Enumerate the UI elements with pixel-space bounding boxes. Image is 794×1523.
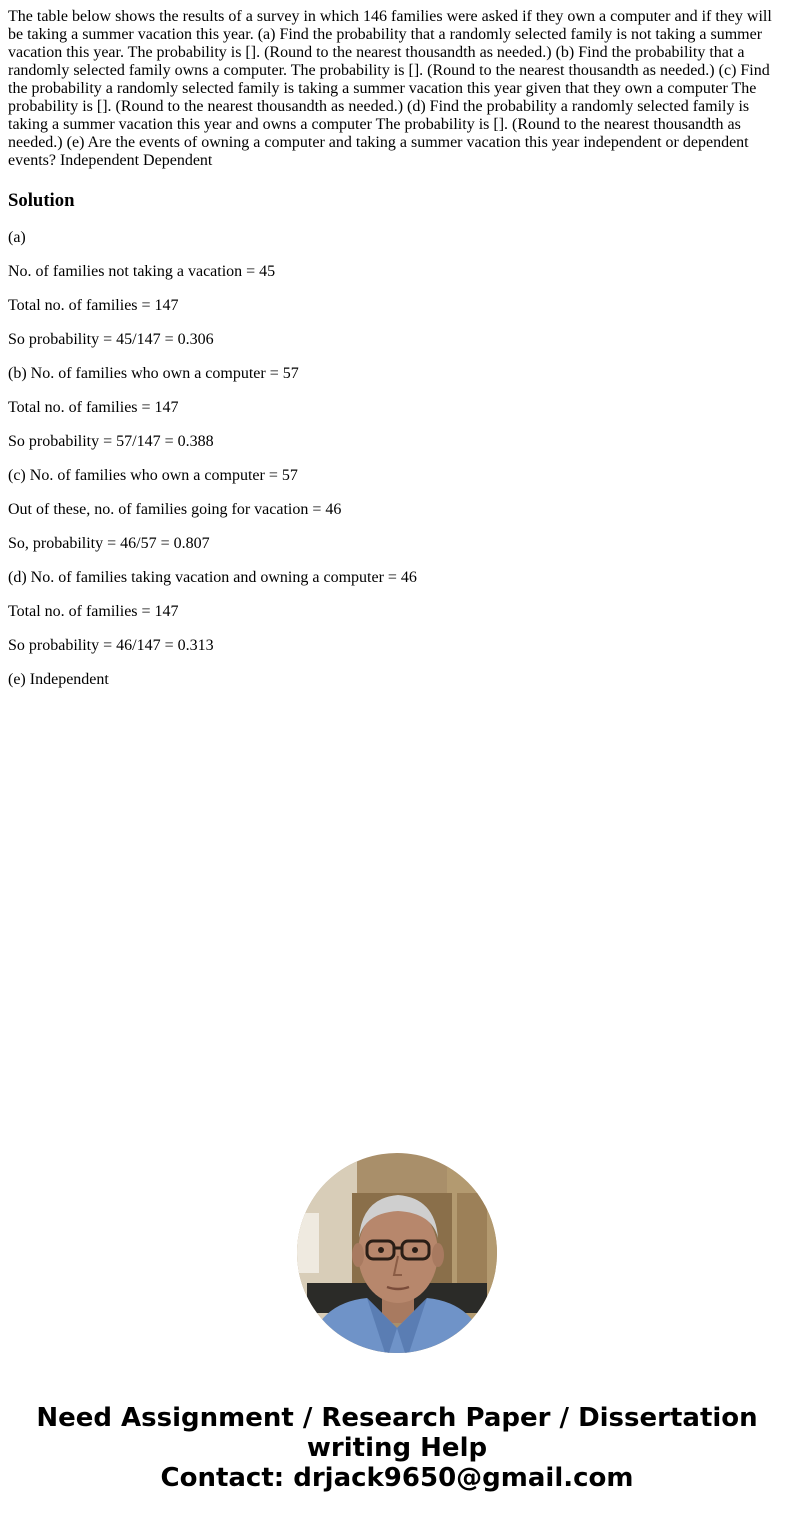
footer-line: Need Assignment / Research Paper / Dissertation [36, 1403, 758, 1433]
solution-line: Total no. of families = 147 [8, 603, 179, 620]
solution-lines [8, 229, 786, 689]
footer-line: writing Help [306, 1433, 488, 1463]
question-text: The table below shows the results of a survey in which 146 families were asked if they own a computer and if they will be taking a summer vacation this year. (a) Find the probability that a randomly selected family is not taking a summer vacation this year. The probability is []. (Round to the nearest thousandth as needed.) (b) Find the probability that a randomly selected family owns a computer. The probability is []. (Round to the nearest thousandth as needed.) (c) Find the probability a randomly selected family is taking a summer vacation this year given that they own a computer The probability is []. (Round to the nearest thousandth as needed.) (d) Find the probability a randomly selected family is taking a summer vacation this year and owns a computer The probability is []. (Round to the nearest thousandth as needed.) (e) Are the events of owning a computer and taking a summer vacation this year independent or dependent events? Independent Dependent [8, 8, 772, 169]
footer-contact-line: Contact: drjack9650@gmail.com [160, 1463, 634, 1493]
solution-line: (b) No. of families who own a computer = 57 [8, 365, 299, 382]
solution-heading: Solution [8, 190, 75, 211]
author-photo [297, 1153, 497, 1353]
contact-footer [0, 1403, 794, 1493]
solution-line: So probability = 46/147 = 0.313 [8, 637, 214, 654]
solution-line: (e) Independent [8, 671, 109, 688]
solution-line: (c) No. of families who own a computer = 57 [8, 467, 298, 484]
solution-line: Out of these, no. of families going for vacation = 46 [8, 501, 342, 518]
solution-line: No. of families not taking a vacation = 45 [8, 263, 276, 280]
solution-line: Total no. of families = 147 [8, 297, 179, 314]
portrait-image [297, 1153, 497, 1353]
solution-line: So probability = 45/147 = 0.306 [8, 331, 214, 348]
solution-line: So, probability = 46/57 = 0.807 [8, 535, 210, 552]
solution-line: (a) [8, 229, 26, 246]
solution-line: (d) No. of families taking vacation and owning a computer = 46 [8, 569, 417, 586]
solution-line: Total no. of families = 147 [8, 399, 179, 416]
solution-line: So probability = 57/147 = 0.388 [8, 433, 214, 450]
document-body [8, 8, 786, 689]
